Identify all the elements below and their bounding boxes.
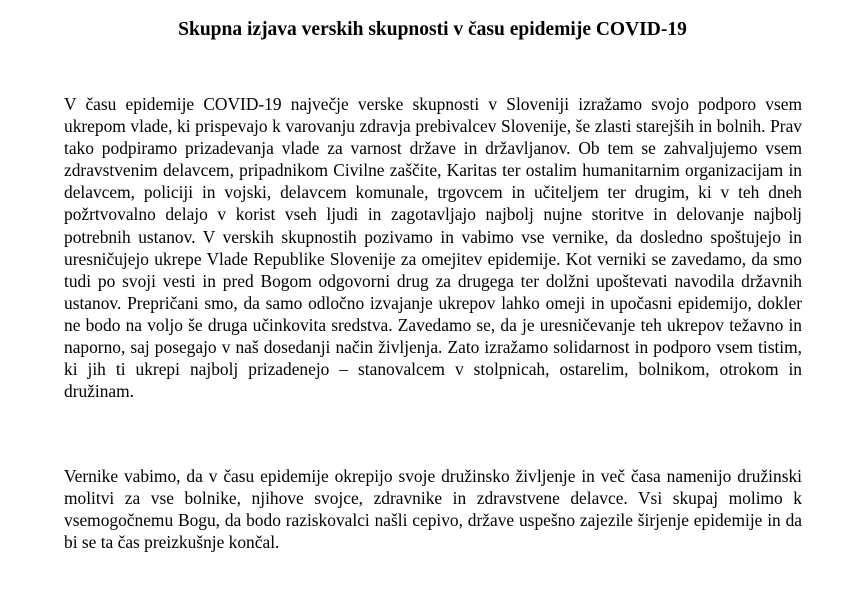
statement-paragraph-2: Vernike vabimo, da v času epidemije okrepijo svoje družinsko življenje in več časa namenijo družinski molitvi za vse bolnike, njihove svojce, zdravnike in zdravstvene delavce. Vsi skupaj molimo k vsemogočnemu Bogu, da bodo raziskovalci našli cepivo, države uspešno zajezile širjenje epidemije in da bi se ta čas preizkušnje končal.	[64, 466, 802, 553]
statement-paragraph-1: V času epidemije COVID-19 največje verske skupnosti v Sloveniji izražamo svojo podporo vsem ukrepom vlade, ki prispevajo k varovanju zdravja prebivalcev Slovenije, še zlasti starejših in bolnih. Prav tako podpiramo prizadevanja vlade za varnost države in državljanov. Ob tem se zahvaljujemo vsem zdravstvenim delavcem, pripadnikom Civilne zaščite, Karitas ter ostalim humanitarnim organizacijam in delavcem, policiji in vojski, delavcem komunale, trgovcem in učiteljem ter drugim, ki v teh dneh požrtvovalno delajo v korist vseh ljudi in zagotavljajo najbolj nujne storitve in delovanje najbolj potrebnih ustanov. V verskih skupnostih pozivamo in vabimo vse vernike, da dosledno spoštujejo in uresničujejo ukrepe Vlade Republike Slovenije za omejitev epidemije. Kot verniki se zavedamo, da smo tudi po svoji vesti in pred Bogom odgovorni drug za drugega ter dolžni upoštevati navodila državnih ustanov. Prepričani smo, da samo odločno izvajanje ukrepov lahko omeji in upočasni epidemijo, dokler ne bodo na voljo še druga učinkovita sredstva. Zavedamo se, da je uresničevanje teh ukrepov težavno in naporno, saj posegajo v naš dosedanji način življenja. Zato izražamo solidarnost in podporo vsem tistim, ki jih ti ukrepi najbolj prizadenejo – stanovalcem v stolpnicah, ostarelim, bolnikom, otrokom in družinam.	[64, 94, 802, 402]
document-title: Skupna izjava verskih skupnosti v času epidemije COVID-19	[178, 19, 687, 40]
